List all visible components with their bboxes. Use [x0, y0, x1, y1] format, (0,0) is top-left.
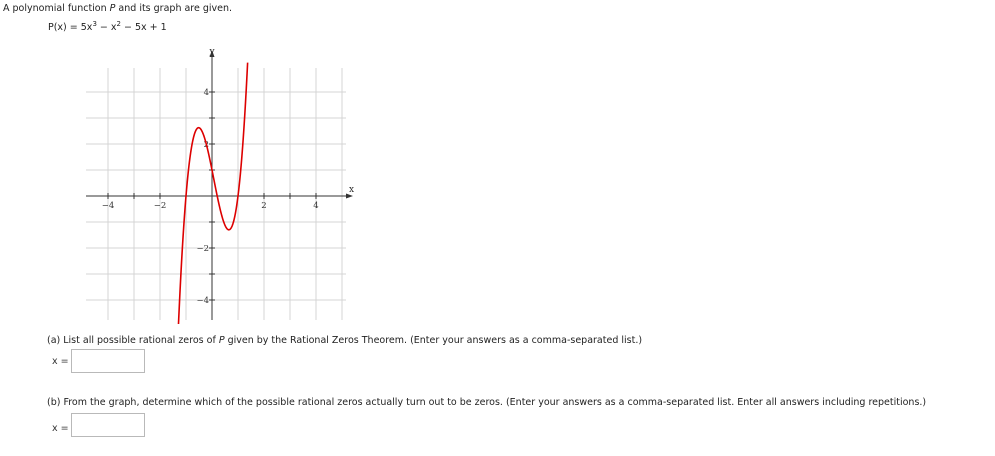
func-exponent-cubic: 3	[92, 20, 97, 28]
x-tick-label: 2	[261, 201, 267, 211]
part-a-text-suffix: given by the Rational Zeros Theorem. (Enter your answers as a comma-separated list.)	[224, 335, 643, 346]
polynomial-graph	[82, 44, 358, 324]
func-exponent-square: 2	[116, 20, 121, 28]
y-tick-label: 2	[203, 140, 209, 150]
intro-text-prefix: A polynomial function	[3, 3, 110, 14]
x-tick-label: −4	[101, 201, 115, 211]
func-part-lhs: P(x) = 5x	[48, 22, 93, 33]
intro-text-suffix: and its graph are given.	[115, 3, 233, 14]
part-b-question: (b) From the graph, determine which of the possible rational zeros actually turn out to be zeros. (Enter your answers as a comma-separated list. Enter all answers including repetitions.)	[47, 397, 927, 408]
problem-intro	[3, 3, 232, 14]
func-part-mid: − x	[96, 22, 117, 33]
part-b-answer-label: x =	[52, 423, 69, 434]
y-axis-label: y	[209, 47, 215, 57]
polynomial-curve	[178, 63, 247, 324]
part-b-answer-input[interactable]	[71, 413, 145, 437]
part-a-variable: P	[218, 335, 225, 346]
y-tick-label: −4	[196, 296, 209, 306]
part-a-question	[47, 335, 642, 346]
x-tick-label: −2	[153, 201, 167, 211]
y-tick-label: 4	[203, 88, 209, 98]
x-tick-label: 4	[313, 201, 319, 211]
y-tick-label: −2	[196, 244, 209, 254]
part-a-answer-label: x =	[52, 356, 69, 367]
polynomial-expression	[48, 22, 167, 33]
x-axis-label: x	[349, 185, 355, 195]
func-part-rhs: − 5x + 1	[121, 22, 167, 33]
intro-variable: P	[109, 3, 116, 14]
part-a-text-prefix: (a) List all possible rational zeros of	[47, 335, 219, 346]
part-a-answer-input[interactable]	[71, 349, 145, 373]
